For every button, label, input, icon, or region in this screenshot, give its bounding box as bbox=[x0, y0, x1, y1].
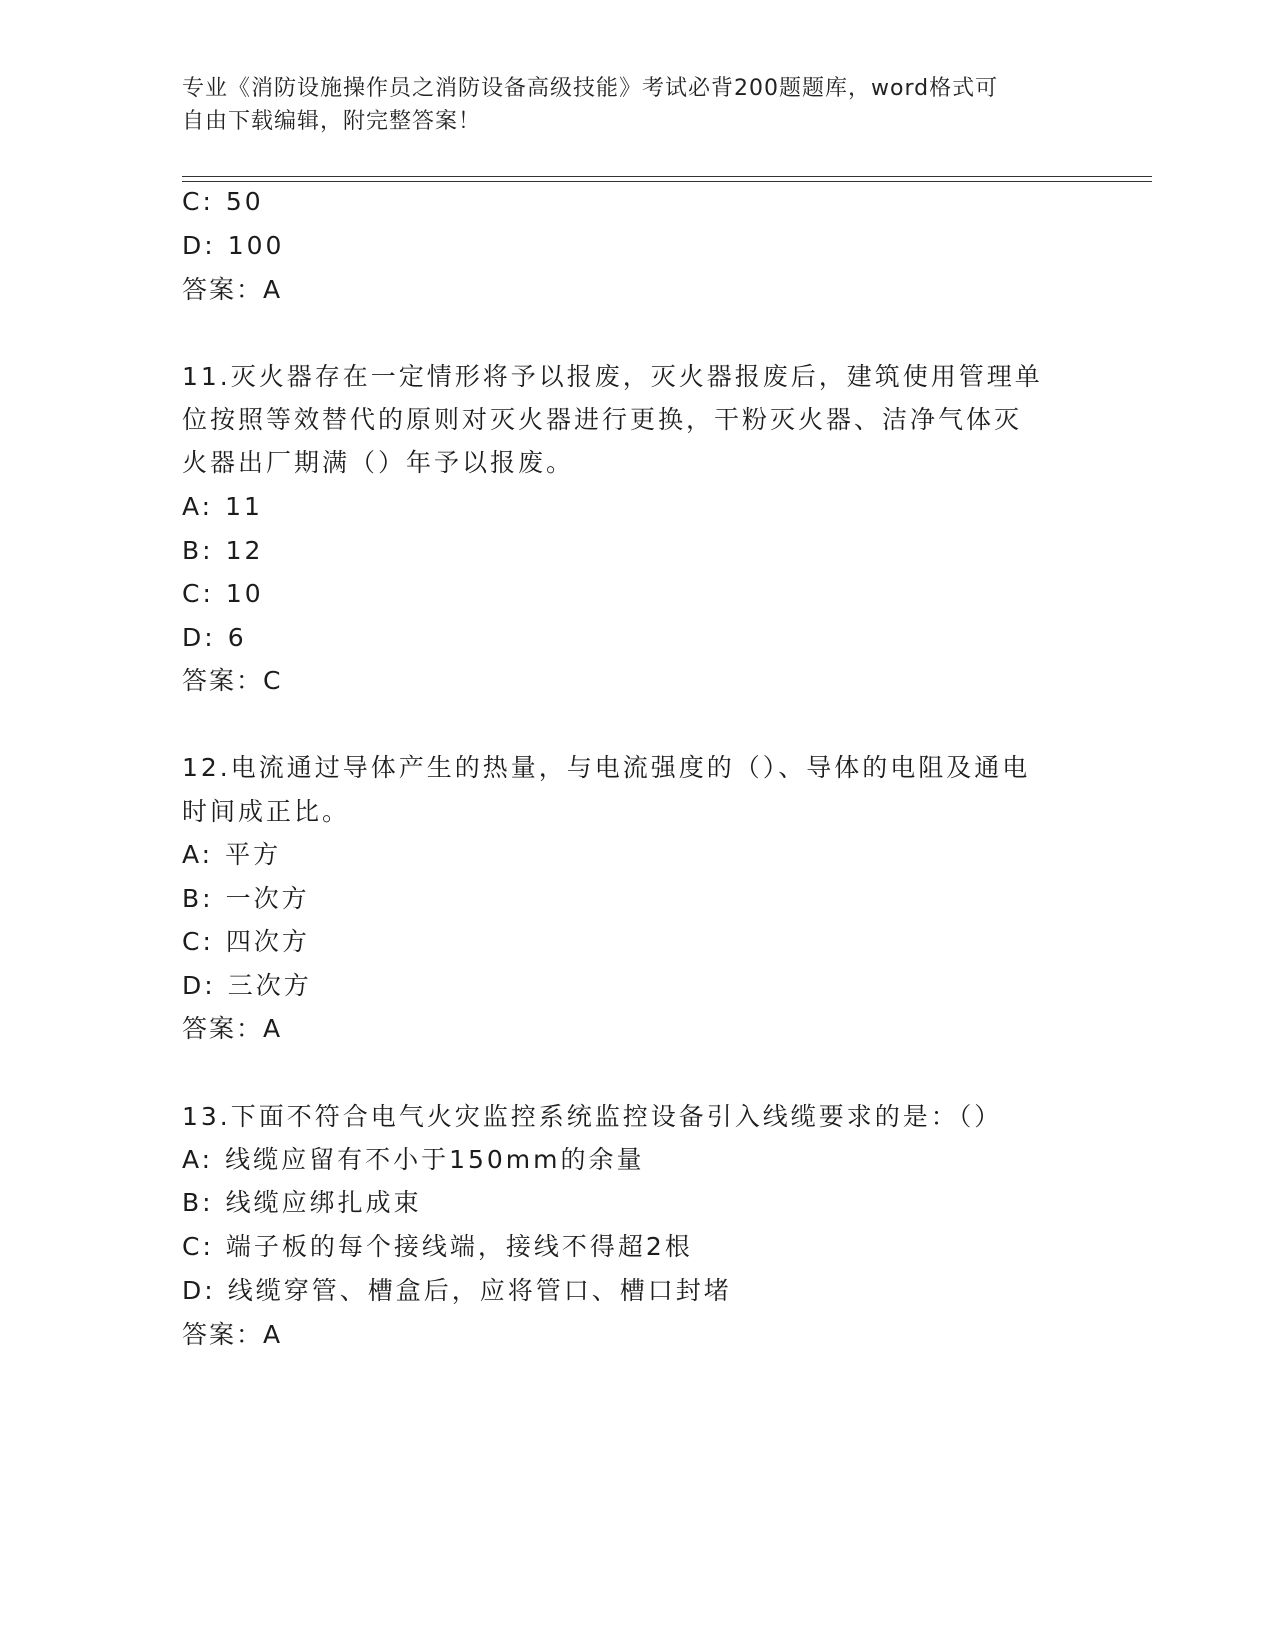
q11-option-c bbox=[182, 579, 264, 609]
q11-stem-line-3: 火器出厂期满（）年予以报废。 bbox=[182, 448, 575, 477]
option-text: 平方 bbox=[225, 840, 282, 869]
option-letter: A: bbox=[182, 1145, 214, 1174]
q11-option-a bbox=[182, 492, 263, 522]
option-text: 50 bbox=[225, 187, 264, 216]
header-divider bbox=[182, 176, 1152, 182]
option-text: 12 bbox=[225, 536, 264, 565]
option-letter: B: bbox=[182, 1188, 214, 1217]
q13-option-c bbox=[182, 1232, 693, 1262]
option-text: 100 bbox=[227, 231, 285, 260]
q12-stem-line-1: 12.电流通过导体产生的热量，与电流强度的（）、导体的电阻及通电 bbox=[182, 753, 1031, 782]
q13-option-a bbox=[182, 1145, 645, 1175]
option-text: 6 bbox=[227, 623, 247, 652]
q11-answer: 答案：C bbox=[182, 666, 283, 695]
option-text: 一次方 bbox=[225, 884, 310, 913]
q12-option-a bbox=[182, 840, 281, 870]
option-letter: A: bbox=[182, 840, 214, 869]
q12-option-b bbox=[182, 884, 310, 914]
option-letter: A: bbox=[182, 492, 214, 521]
option-letter: C: bbox=[182, 1232, 214, 1261]
option-text: 端子板的每个接线端，接线不得超2根 bbox=[225, 1232, 693, 1261]
q11-option-d bbox=[182, 623, 247, 653]
q13-option-b bbox=[182, 1188, 422, 1218]
option-letter: C: bbox=[182, 927, 214, 956]
q10-option-d bbox=[182, 231, 284, 261]
q11-stem-line-1: 11.灭火器存在一定情形将予以报废，灭火器报废后，建筑使用管理单 bbox=[182, 362, 1043, 391]
q12-option-c bbox=[182, 927, 310, 957]
option-letter: B: bbox=[182, 884, 214, 913]
option-letter: C: bbox=[182, 187, 214, 216]
option-letter: D: bbox=[182, 231, 216, 260]
option-text: 四次方 bbox=[225, 927, 310, 956]
option-letter: D: bbox=[182, 971, 216, 1000]
option-text: 线缆应留有不小于150mm的余量 bbox=[225, 1145, 645, 1174]
option-text: 11 bbox=[225, 492, 263, 521]
option-text: 线缆穿管、槽盒后，应将管口、槽口封堵 bbox=[227, 1276, 732, 1305]
q13-stem-line-1: 13.下面不符合电气火灾监控系统监控设备引入线缆要求的是：（） bbox=[182, 1102, 1003, 1131]
header-line-2: 自由下载编辑，附完整答案！ bbox=[182, 109, 482, 134]
q10-answer: 答案：A bbox=[182, 275, 283, 304]
q12-option-d bbox=[182, 971, 312, 1001]
option-text: 10 bbox=[225, 579, 264, 608]
q12-stem-line-2: 时间成正比。 bbox=[182, 797, 351, 826]
q11-option-b bbox=[182, 536, 263, 566]
q13-answer: 答案：A bbox=[182, 1320, 283, 1349]
option-text: 线缆应绑扎成束 bbox=[225, 1188, 422, 1217]
document-header bbox=[182, 72, 1062, 138]
option-letter: B: bbox=[182, 536, 214, 565]
option-letter: D: bbox=[182, 623, 216, 652]
option-letter: D: bbox=[182, 1276, 216, 1305]
header-line-1: 专业《消防设施操作员之消防设备高级技能》考试必背200题题库，word格式可 bbox=[182, 76, 999, 101]
option-letter: C: bbox=[182, 579, 214, 608]
q12-answer: 答案：A bbox=[182, 1014, 283, 1043]
q10-option-c bbox=[182, 187, 264, 217]
option-text: 三次方 bbox=[227, 971, 312, 1000]
q11-stem-line-2: 位按照等效替代的原则对灭火器进行更换，干粉灭火器、洁净气体灭 bbox=[182, 405, 1023, 434]
q13-option-d bbox=[182, 1276, 732, 1306]
